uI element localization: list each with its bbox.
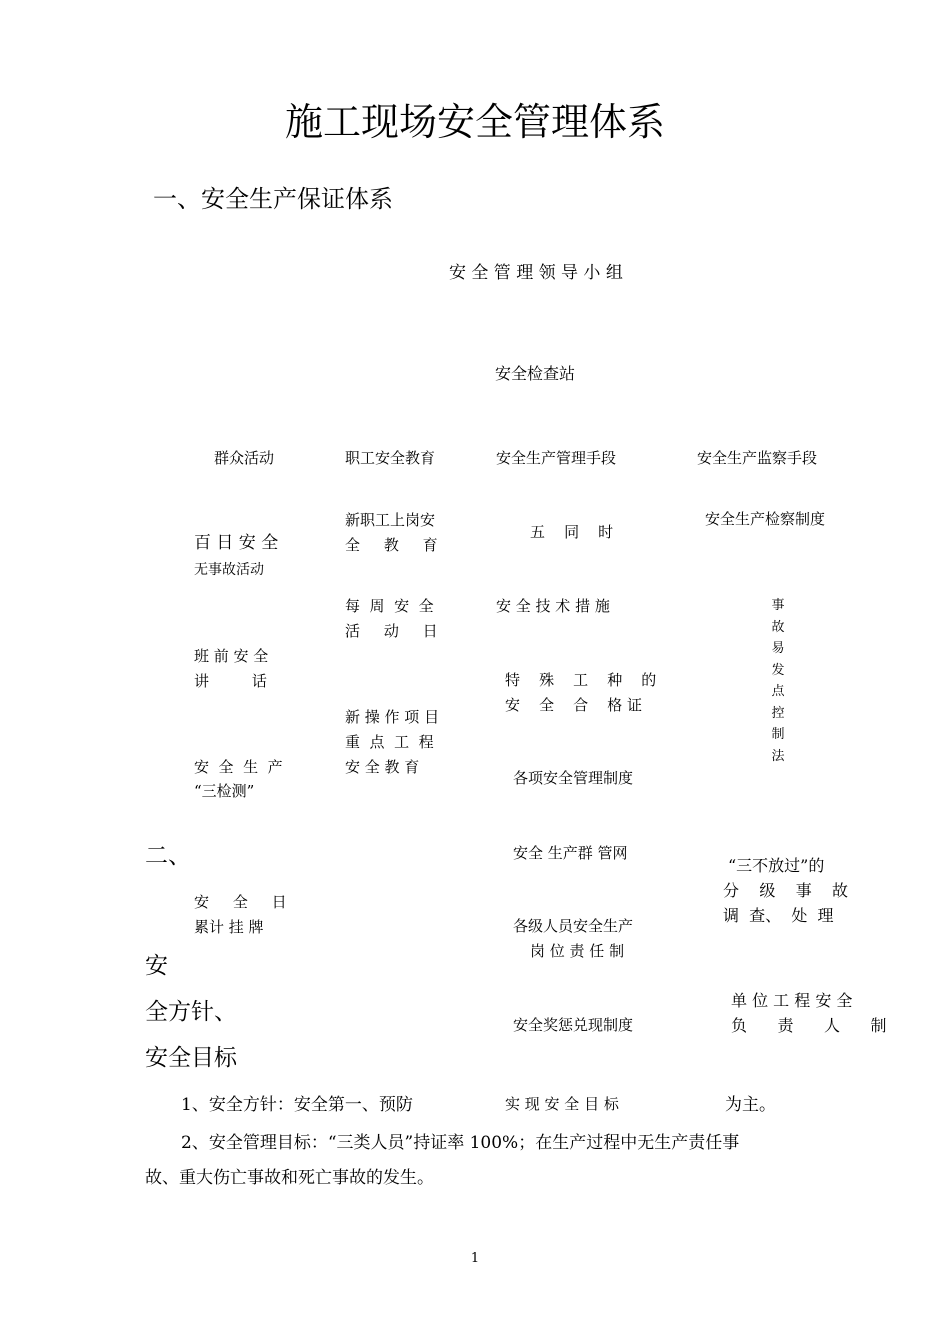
col3-item3-line2: 安 全 合 格 证	[505, 696, 642, 714]
org-station-box: 安全检查站	[495, 364, 576, 383]
page-number: 1	[470, 1251, 480, 1266]
col3-item7: 安全奖惩兑现制度	[513, 1016, 634, 1034]
col3-item4: 各项安全管理制度	[513, 769, 634, 787]
column-header-supervision-means: 安全生产监察手段	[697, 449, 818, 467]
col4-item2-char: 事	[771, 598, 785, 613]
col4-item2-char: 制	[771, 727, 785, 742]
col3-item6-line1: 各级人员安全生产	[513, 917, 634, 935]
section2-heading-part3: 全方针、	[145, 999, 237, 1025]
col3-item3-line1: 特 殊 工 种 的	[505, 671, 657, 689]
column-header-management-means: 安全生产管理手段	[496, 449, 617, 467]
col2-item2-line1: 每 周 安 全	[345, 597, 434, 615]
col1-item4-line1: 安 全 日	[194, 893, 287, 911]
col2-item3-line3: 安 全 教 育	[345, 758, 420, 776]
col4-item4-line2: 负 责 人 制	[731, 1016, 887, 1035]
col2-item1-line1: 新职工上岗安	[345, 511, 436, 529]
col1-item2-line2: 讲 话	[194, 672, 267, 690]
col2-item2-line2: 活 动 日	[345, 622, 438, 640]
col4-item2-char: 易	[771, 641, 785, 656]
col4-item2-char: 发	[771, 662, 785, 678]
column-header-staff-education: 职工安全教育	[345, 449, 436, 467]
col1-item1-line2: 无事故活动	[194, 562, 264, 578]
col3-item8: 实 现 安 全 目 标	[505, 1095, 619, 1113]
col4-item2-char: 故	[771, 619, 785, 635]
col1-item2-line1: 班 前 安 全	[194, 647, 269, 665]
col4-item2-vertical	[770, 595, 786, 767]
policy-paragraph-right: 为主。	[725, 1095, 776, 1115]
section1-heading: 一、安全生产保证体系	[153, 185, 393, 213]
col2-item3-line1: 新 操 作 项 目	[345, 708, 440, 726]
col2-item3-line2: 重 点 工 程	[345, 733, 434, 751]
col1-item1-line1: 百 日 安 全	[194, 533, 279, 553]
org-leader-box: 安 全 管 理 领 导 小 组	[449, 263, 623, 283]
col4-item4-line1: 单 位 工 程 安 全	[731, 991, 853, 1010]
col4-item3-line2: 分 级 事 故	[723, 881, 849, 900]
col4-item2-char: 法	[771, 748, 785, 764]
col3-item6-line2: 岗 位 责 任 制	[530, 942, 625, 960]
col4-item3-line3: 调 查、 处 理	[723, 906, 834, 925]
col1-item3-line2: “三检测”	[194, 782, 255, 800]
page-title: 施工现场安全管理体系	[284, 100, 665, 144]
column-header-mass-activities: 群众活动	[214, 449, 275, 467]
target-paragraph-line1: 2、安全管理目标：“三类人员”持证率 100%；在生产过程中无生产责任事	[181, 1133, 740, 1153]
col3-item5: 安全 生产群 管网	[513, 844, 628, 862]
col4-item3-line1: “三不放过”的	[728, 856, 825, 875]
section2-heading-part2: 安	[145, 953, 168, 979]
policy-paragraph-left: 1、安全方针：安全第一、预防	[181, 1095, 413, 1115]
col3-item2: 安 全 技 术 措 施	[496, 597, 610, 615]
col4-item2-char: 点	[771, 684, 785, 699]
section2-heading-part4: 安全目标	[145, 1045, 237, 1071]
target-paragraph-line2: 故、重大伤亡事故和死亡事故的发生。	[145, 1168, 434, 1188]
col3-item1: 五 同 时	[530, 523, 614, 541]
col1-item3-line1: 安 全 生 产	[194, 758, 283, 776]
col4-item2-char: 控	[771, 705, 785, 721]
section2-heading-part1: 二、	[145, 843, 191, 869]
col4-item1: 安全生产检察制度	[705, 510, 826, 528]
col1-item4-line2: 累计 挂 牌	[194, 918, 264, 936]
col2-item1-line2: 全 教 育	[345, 536, 438, 554]
